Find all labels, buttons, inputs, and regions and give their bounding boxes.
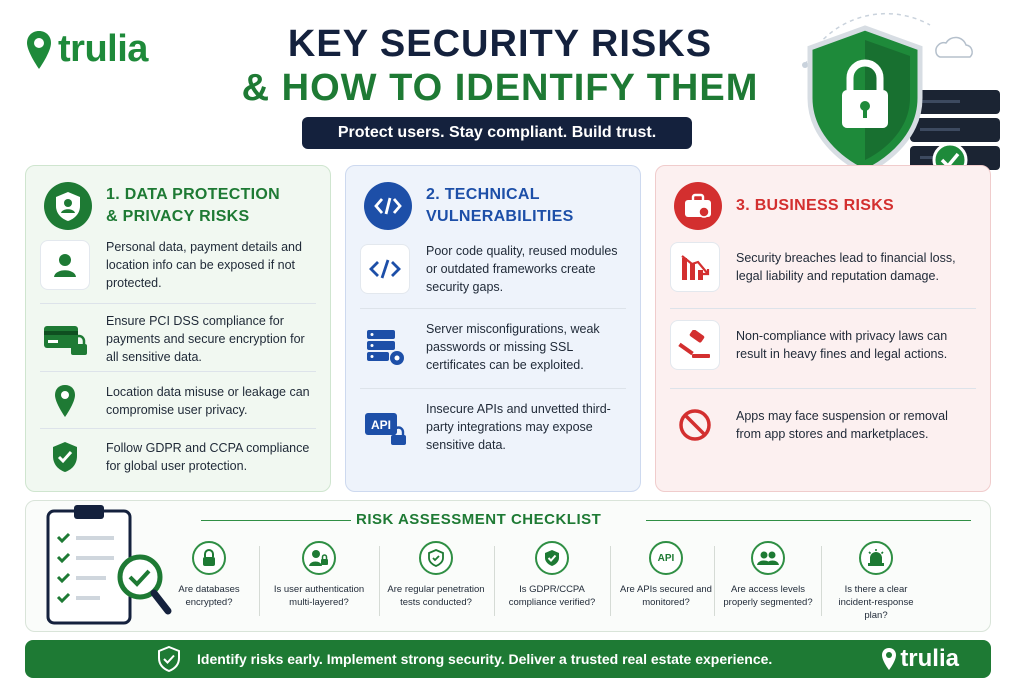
- risk-item: Security breaches lead to financial loss, legal liability and reputation damage.: [670, 242, 976, 292]
- badge-check-icon: [535, 541, 569, 575]
- risk-item: Apps may face suspension or removal from app stores and marketplaces.: [670, 400, 976, 450]
- risk-assessment-checklist: [25, 500, 991, 632]
- risk-item: Personal data, payment details and location info can be exposed if not protected.: [40, 238, 316, 292]
- shield-check-icon: [419, 541, 453, 575]
- lock-icon: [192, 541, 226, 575]
- api-check-icon: [649, 541, 683, 575]
- section-header: [674, 182, 894, 230]
- title-line-1: KEY SECURITY RISKS: [287, 23, 713, 65]
- section-business-risks: [655, 165, 991, 492]
- checklist-title: RISK ASSESSMENT CHECKLIST: [356, 511, 602, 528]
- shield-lock-illustration: [780, 10, 1020, 185]
- user-lock-icon: [302, 541, 336, 575]
- footer-logo: trulia: [881, 645, 959, 673]
- location-pin-icon: [26, 30, 52, 70]
- alarm-icon: [859, 541, 893, 575]
- section-header: [44, 182, 280, 230]
- risk-item: Non-compliance with privacy laws can result in heavy fines and legal actions.: [670, 320, 976, 370]
- shield-check-icon: [40, 432, 90, 482]
- clipboard-magnifier-icon: [44, 503, 174, 628]
- brand-logo: [26, 28, 148, 71]
- checklist-item: Is there a clear incident-response plan?: [826, 541, 926, 622]
- cloud-icon: [936, 37, 972, 57]
- section-title: 1. DATA PROTECTION & PRIVACY RISKS: [106, 186, 280, 225]
- checklist-item: Are regular penetration tests conducted?: [386, 541, 486, 609]
- brand-name: trulia: [58, 28, 148, 70]
- risk-item: API Insecure APIs and unvetted third-party integrations may expose sensitive data.: [360, 400, 626, 454]
- credit-card-lock-icon: [40, 314, 90, 364]
- prohibited-icon: [670, 400, 720, 450]
- checklist-item: Are access levels properly segmented?: [718, 541, 818, 609]
- section-technical-vulnerabilities: [345, 165, 641, 492]
- checklist-item: Is user authentication multi-layered?: [269, 541, 369, 609]
- location-pin-icon: [881, 647, 897, 671]
- briefcase-icon: [674, 182, 722, 230]
- risk-item: Follow GDPR and CCPA compliance for global user protection.: [40, 432, 316, 482]
- section-header: [364, 182, 574, 230]
- code-icon: [364, 182, 412, 230]
- risk-item: Server misconfigurations, weak passwords or missing SSL certificates can be exploited.: [360, 320, 626, 374]
- api-label: API: [370, 418, 392, 432]
- checklist-item: Are databases encrypted?: [159, 541, 259, 609]
- title-line-2: & HOW TO IDENTIFY THEM: [241, 67, 759, 109]
- footer-banner: [25, 640, 991, 678]
- section-data-protection: [25, 165, 331, 492]
- section-title: 3. BUSINESS RISKS: [736, 197, 895, 214]
- server-gear-icon: [360, 322, 410, 372]
- tagline-banner: Protect users. Stay compliant. Build trust.: [302, 117, 692, 149]
- api-label: API: [657, 552, 675, 564]
- declining-chart-icon: [670, 242, 720, 292]
- api-lock-icon: [360, 402, 410, 452]
- footer-text: Identify risks early. Implement strong security. Deliver a trusted real estate experience.: [197, 651, 773, 667]
- shield-user-icon: [44, 182, 92, 230]
- page-title: [230, 22, 770, 110]
- location-pin-icon: [40, 376, 90, 426]
- user-icon: [40, 240, 90, 290]
- gavel-icon: [670, 320, 720, 370]
- checklist-item: Is GDPR/CCPA compliance verified?: [502, 541, 602, 609]
- risk-item: Ensure PCI DSS compliance for payments and secure encryption for all sensitive data.: [40, 312, 316, 366]
- shield-check-icon: [157, 646, 181, 672]
- risk-item: Location data misuse or leakage can compromise user privacy.: [40, 376, 316, 426]
- code-icon: [360, 244, 410, 294]
- users-icon: [751, 541, 785, 575]
- section-title: 2. TECHNICAL VULNERABILITIES: [426, 186, 574, 225]
- risk-item: Poor code quality, reused modules or outdated frameworks create security gaps.: [360, 242, 626, 296]
- checklist-item: API Are APIs secured and monitored?: [616, 541, 716, 609]
